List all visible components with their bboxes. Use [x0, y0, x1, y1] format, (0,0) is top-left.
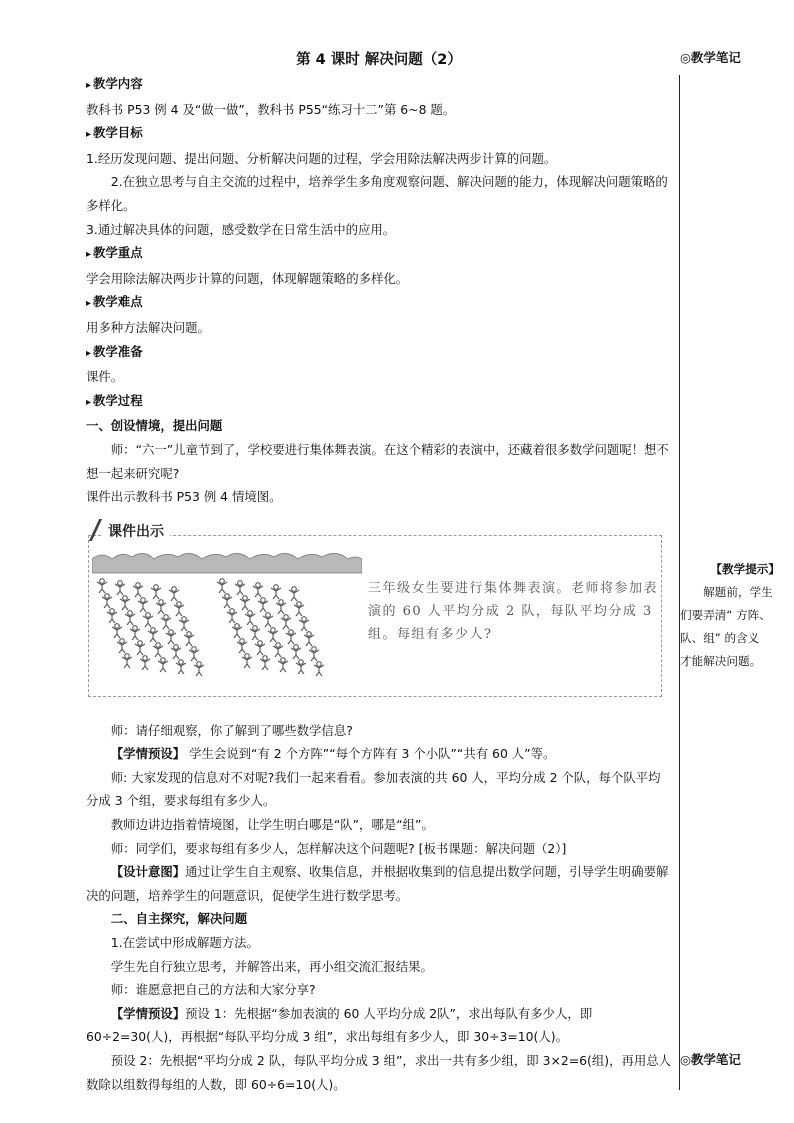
dancer-figure: [217, 578, 227, 592]
tip-title: 【教学提示】: [710, 562, 780, 576]
dancer-figure: [107, 608, 117, 622]
dancer-figure: [278, 657, 288, 671]
figure-label: 课件出示: [102, 521, 170, 545]
paragraph: 3.通过解决具体的问题，感受数学在日常生活中的应用。: [86, 221, 396, 237]
dancer-figure: [235, 580, 245, 594]
dancer-figure: [115, 580, 125, 594]
dancer-figure: [258, 597, 268, 611]
dancer-figure: [242, 653, 252, 667]
dancer-figure: [291, 644, 301, 658]
section-heading: ▸ 教学目标: [86, 121, 672, 147]
dancer-figure: [250, 625, 260, 639]
dancer-figure: [271, 584, 281, 598]
teaching-tip: [680, 558, 790, 673]
dancer-figure: [102, 593, 112, 607]
subsection-heading: 二、自主探究，解决问题: [110, 911, 248, 927]
preset-tag: 【学情预设】: [110, 746, 186, 762]
preset-text: 预设 1：先根据“参加表演的 60 人平均分成 2队”，求出每队有多少人，即 60÷2=30(人)，再根据“每队平均分成 3 组”，求出每组有多少人，即 30÷3=10(人)。: [86, 1005, 593, 1045]
section-heading: ▸ 教学难点: [86, 290, 672, 316]
dancer-figure: [286, 629, 296, 643]
page-title: 第 4 课时 解决问题（2）: [296, 52, 462, 68]
paragraph: [86, 742, 672, 766]
dancer-figure: [153, 642, 163, 656]
dancer-figure: [179, 616, 189, 630]
dancer-figure: [273, 642, 283, 656]
dancer-figure: [143, 612, 153, 626]
dancer-figure: [133, 582, 143, 596]
dancer-figure: [276, 599, 286, 613]
dancer-figure: [130, 625, 140, 639]
figure-problem-text: 三年级女生要进行集体舞表演。老师将参加表演的 60 人平均分成 2 队，每队平均分成 3 组。每组有多少人?: [368, 580, 659, 642]
dancer-figure: [158, 657, 168, 671]
dancer-figure: [237, 638, 247, 652]
dancer-figure: [260, 655, 270, 669]
paragraph: 学生先自行独立思考，并解答出来，再小组交流汇报结果。: [110, 958, 433, 974]
paragraph: 师：同学们，要求每组有多少人，怎样解决这个问题呢? [板书课题：解决问题（2）]: [110, 840, 567, 856]
preset-tag: 【学情预设】: [110, 1005, 186, 1021]
preset-text: 学生会说到“有 2 个方阵”“每个方阵有 3 个小队”“共有 60 人”等。: [185, 746, 556, 762]
dancer-figure: [125, 610, 135, 624]
paragraph: [86, 1002, 672, 1049]
dancer-figure: [151, 584, 161, 598]
dancer-figure: [240, 595, 250, 609]
dancer-figure: [169, 586, 179, 600]
paragraph: 教师边讲边指着情境图，让学生明白哪是“队”，哪是“组”。: [110, 817, 434, 833]
dancer-figure: [289, 586, 299, 600]
dancer-figure: [148, 627, 158, 641]
dancer-figure: [232, 623, 242, 637]
dancer-figure: [112, 623, 122, 637]
dancer-figure: [97, 578, 107, 592]
dancer-figure: [314, 661, 324, 675]
paragraph: [86, 860, 672, 907]
dancer-figure: [184, 631, 194, 645]
section-heading: ▸ 教学内容: [86, 72, 672, 98]
intent-text: 通过让学生自主观察、收集信息，并根据收集到的信息提出数学问题，引导学生明确要解决的问题，培养学生的问题意识，促使学生进行数学思考。: [86, 864, 669, 903]
tip-line: 解题前，学生: [703, 585, 773, 599]
dancer-figure: [268, 627, 278, 641]
dancer-figure: [294, 601, 304, 615]
tip-line: 们要弄清“ 方阵、: [680, 608, 771, 622]
section-heading: ▸ 教学过程: [86, 389, 672, 415]
tip-line: 队、组” 的含义: [680, 631, 760, 645]
paragraph: 课件出示教科书 P53 例 4 情境图。: [86, 489, 282, 505]
dancer-figure: [138, 597, 148, 611]
subsection-heading: 一、创设情境，提出问题: [86, 418, 223, 434]
intent-tag: 【设计意图】: [110, 864, 186, 880]
dancer-figure: [304, 631, 314, 645]
paragraph: 用多种方法解决问题。: [86, 319, 210, 335]
lesson-plan: [86, 48, 672, 1096]
paragraph: 师: 大家发现的信息对不对呢?我们一起来看看。参加表演的共 60 人，平均分成 2 个队，每个队平均分成 3 个组，要求每组有多少人。: [86, 769, 661, 809]
dancer-figure: [263, 612, 273, 626]
dancer-figure: [135, 640, 145, 654]
paragraph: 1.经历发现问题、提出问题、分析解决问题的过程，学会用除法解决两步计算的问题。: [86, 150, 557, 166]
dancer-figure: [171, 644, 181, 658]
paragraph: 师：谁愿意把自己的方法和大家分享?: [110, 982, 316, 998]
dancer-figure: [166, 629, 176, 643]
dancer-figure: [176, 659, 186, 673]
paragraph: 师：请仔细观察，你了解到了哪些数学信息?: [110, 722, 353, 738]
dancer-figure: [296, 659, 306, 673]
paragraph: 教科书 P53 例 4 及“做一做”，教科书 P55“练习十二”第 6~8 题。: [86, 101, 456, 117]
dancer-figure: [122, 653, 132, 667]
dancer-figure: [117, 638, 127, 652]
dancer-figure: [299, 616, 309, 630]
dancer-figure: [161, 614, 171, 628]
dancer-figure: [120, 595, 130, 609]
section-heading: ▸ 教学准备: [86, 340, 672, 366]
paragraph: 1.在尝试中形成解题方法。: [110, 935, 259, 951]
dancer-figure: [140, 655, 150, 669]
dancer-figure: [253, 582, 263, 596]
dancer-figure: [174, 601, 184, 615]
dancer-figure: [156, 599, 166, 613]
paragraph: 预设 2：先根据“平均分成 2 队，每队平均分成 3 组”，求出一共有多少组，即 3×2=6(组)，再用总人数除以组数得每组的人数，即 60÷6=10(人)。: [86, 1053, 672, 1092]
paragraph: 课件。: [86, 369, 124, 385]
paragraph: 2.在独立思考与自主交流的过程中，培养学生多角度观察问题、解决问题的能力，体现解决问题策略的多样化。: [86, 174, 668, 213]
dancer-figure: [227, 608, 237, 622]
dancer-figure: [281, 614, 291, 628]
dancer-figure: [189, 646, 199, 660]
tip-line: 才能解决问题。: [680, 654, 762, 668]
dance-formation-illustration: [92, 551, 362, 691]
paragraph: 学会用除法解决两步计算的问题，体现解题策略的多样化。: [86, 270, 409, 286]
dancer-figure: [309, 646, 319, 660]
notes-heading-bottom: ◎教学笔记: [680, 1052, 741, 1067]
dancer-figure: [255, 640, 265, 654]
courseware-figure: [88, 521, 672, 711]
dancer-figure: [245, 610, 255, 624]
section-heading: ▸ 教学重点: [86, 241, 672, 267]
dancer-figure: [194, 661, 204, 675]
dancer-figure: [222, 593, 232, 607]
notes-heading-top: ◎教学笔记: [680, 50, 741, 65]
paragraph: 师：“六一”儿童节到了，学校要进行集体舞表演。在这个精彩的表演中，还藏着很多数学问题呢！想不想一起来研究呢?: [86, 441, 669, 481]
